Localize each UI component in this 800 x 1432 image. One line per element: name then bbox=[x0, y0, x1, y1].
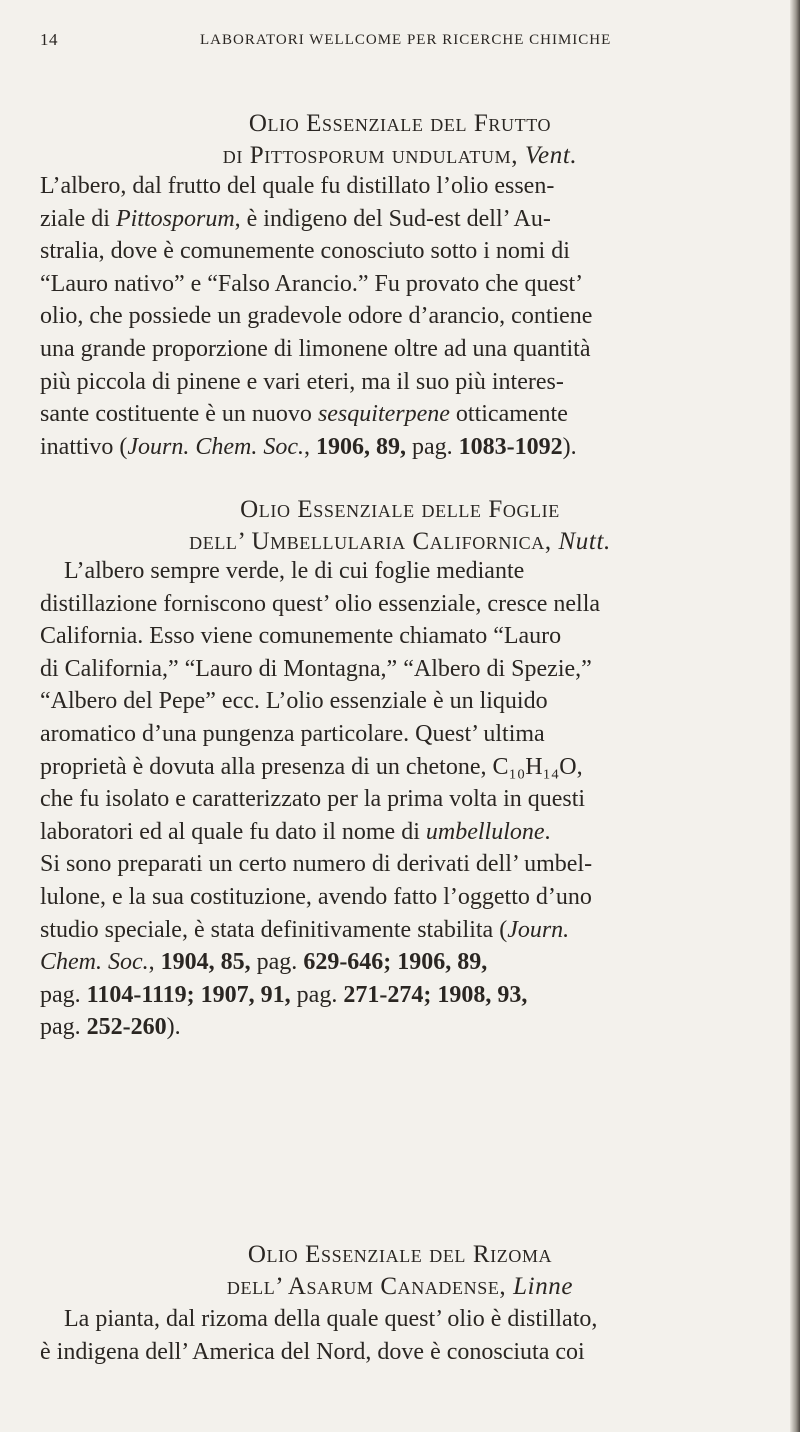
text-fragment: California. Esso viene comunemente chiamato “Lauro bbox=[40, 623, 562, 650]
text-line bbox=[40, 1011, 760, 1044]
section-title-line bbox=[40, 140, 760, 172]
text-fragment: pag. bbox=[250, 949, 304, 976]
section-title-line: Olio Essenziale del Rizoma bbox=[247, 1241, 553, 1268]
citation-pages: 1083-1092 bbox=[458, 433, 563, 460]
text-fragment: laboratori ed al quale fu dato il nome di bbox=[40, 818, 426, 845]
section-title-asarum bbox=[40, 1239, 760, 1303]
text-fragment: L’albero, dal frutto del quale fu distillato l’olio essen- bbox=[40, 173, 555, 199]
text-line bbox=[40, 300, 760, 333]
page-header bbox=[40, 30, 760, 54]
text-line bbox=[40, 946, 760, 979]
text-line bbox=[40, 431, 760, 464]
text-line bbox=[40, 1303, 760, 1336]
text-fragment: lulone, e la sua costituzione, avendo fatto l’oggetto d’uno bbox=[40, 883, 592, 910]
text-line bbox=[40, 588, 760, 621]
text-fragment: “Lauro nativo” e “Falso Arancio.” Fu provato che quest’ bbox=[40, 270, 584, 297]
section-title-line bbox=[40, 1271, 760, 1303]
text-line bbox=[40, 718, 760, 751]
text-fragment: ). bbox=[562, 433, 577, 460]
citation-pages: 271-274; 1908, 93, bbox=[343, 981, 528, 1008]
compound-name: sesquiterpene bbox=[317, 401, 450, 428]
text-fragment: “Albero del Pepe” ecc. L’olio essenziale è un liquido bbox=[40, 688, 548, 715]
text-line bbox=[40, 848, 760, 881]
text-fragment: una grande proporzione di limonene oltre ad una quantità bbox=[40, 335, 591, 362]
text-fragment: stralia, dove è comunemente conosciuto sotto i nomi di bbox=[40, 238, 570, 265]
text-fragment: pag. bbox=[40, 981, 87, 1008]
text-fragment: pag. bbox=[40, 1014, 87, 1041]
compound-name: umbellulone bbox=[425, 818, 545, 845]
journal-citation: Chem. Soc. bbox=[40, 949, 149, 976]
text-line bbox=[40, 881, 760, 914]
citation-pages: 629-646; 1906, 89, bbox=[303, 949, 488, 976]
section-title-text: dell’ Umbellularia Californica, bbox=[189, 528, 552, 555]
text-line bbox=[40, 816, 760, 849]
section-title-text: di Pittosporum undulatum, bbox=[222, 142, 519, 169]
text-line bbox=[40, 555, 760, 588]
text-fragment: ). bbox=[166, 1014, 181, 1041]
text-fragment: olio, che possiede un gradevole odore d’arancio, contiene bbox=[40, 303, 593, 330]
text-fragment: studio speciale, è stata definitivamente stabilita ( bbox=[40, 916, 508, 943]
paragraph-asarum bbox=[40, 1303, 760, 1368]
text-line bbox=[40, 268, 760, 301]
text-line bbox=[40, 366, 760, 399]
text-line bbox=[40, 333, 760, 366]
text-line bbox=[40, 235, 760, 268]
paragraph-umbellularia bbox=[40, 555, 760, 1044]
citation-pages: 252-260 bbox=[86, 1014, 167, 1041]
author-abbreviation: Nutt. bbox=[558, 528, 611, 555]
text-fragment: più piccola di pinene e vari eteri, ma il suo più interes- bbox=[40, 368, 564, 395]
text-line bbox=[40, 751, 760, 784]
text-fragment: pag. bbox=[290, 981, 344, 1008]
text-line bbox=[40, 653, 760, 686]
text-fragment: ziale di bbox=[40, 205, 116, 232]
text-line bbox=[40, 1336, 760, 1369]
author-abbreviation: Vent. bbox=[524, 142, 578, 169]
citation-volume: 1906, 89, bbox=[315, 433, 406, 460]
citation-pages: 1104-1119; 1907, 91, bbox=[86, 981, 291, 1008]
text-line bbox=[40, 620, 760, 653]
text-fragment: . bbox=[544, 818, 551, 845]
text-fragment: La pianta, dal rizoma della quale quest’ olio è distillato, bbox=[64, 1306, 598, 1332]
text-fragment: distillazione forniscono quest’ olio essenziale, cresce nella bbox=[40, 590, 601, 617]
text-fragment: di California,” “Lauro di Montagna,” “Albero di Spezie,” bbox=[40, 655, 592, 682]
page-edge-shadow bbox=[790, 0, 800, 1432]
text-fragment: Si sono preparati un certo numero di derivati dell’ umbel- bbox=[40, 851, 593, 878]
journal-citation: Journ. bbox=[507, 916, 570, 943]
species-name: Pittosporum bbox=[115, 205, 235, 232]
paragraph-pittosporum bbox=[40, 170, 760, 463]
citation-volume: 1904, 85, bbox=[160, 949, 251, 976]
section-title-umbellularia bbox=[40, 494, 760, 558]
text-fragment: proprietà è dovuta alla presenza di un chetone, C₁₀H₁₄O, bbox=[40, 753, 583, 780]
text-fragment: , bbox=[303, 433, 316, 460]
text-fragment: è indigena dell’ America del Nord, dove è conosciuta coi bbox=[40, 1338, 585, 1365]
text-line bbox=[40, 170, 760, 203]
text-fragment: L’albero sempre verde, le di cui foglie mediante bbox=[64, 558, 525, 584]
page-number: 14 bbox=[40, 30, 58, 49]
text-fragment: , bbox=[148, 949, 161, 976]
text-fragment: pag. bbox=[405, 433, 459, 460]
section-title-line: Olio Essenziale del Frutto bbox=[248, 110, 552, 137]
running-head: LABORATORI WELLCOME PER RICERCHE CHIMICHE bbox=[200, 32, 612, 48]
text-fragment: che fu isolato e caratterizzato per la prima volta in questi bbox=[40, 786, 586, 813]
author-abbreviation: Linne bbox=[513, 1273, 574, 1300]
text-line bbox=[40, 914, 760, 947]
section-title-pittosporum bbox=[40, 108, 760, 172]
text-line bbox=[40, 398, 760, 431]
journal-citation: Journ. Chem. Soc. bbox=[127, 433, 304, 460]
text-fragment: sante costituente è un nuovo bbox=[40, 401, 318, 428]
section-title-text: dell’ Asarum Canadense, bbox=[226, 1273, 507, 1300]
section-title-line bbox=[40, 526, 760, 558]
text-line bbox=[40, 979, 760, 1012]
text-line bbox=[40, 203, 760, 236]
text-fragment: inattivo ( bbox=[40, 433, 128, 460]
text-line bbox=[40, 685, 760, 718]
text-line bbox=[40, 783, 760, 816]
text-fragment: otticamente bbox=[449, 401, 568, 428]
section-title-line: Olio Essenziale delle Foglie bbox=[240, 496, 560, 523]
text-fragment: aromatico d’una pungenza particolare. Quest’ ultima bbox=[40, 720, 545, 747]
text-fragment: , è indigeno del Sud-est dell’ Au- bbox=[234, 205, 551, 232]
